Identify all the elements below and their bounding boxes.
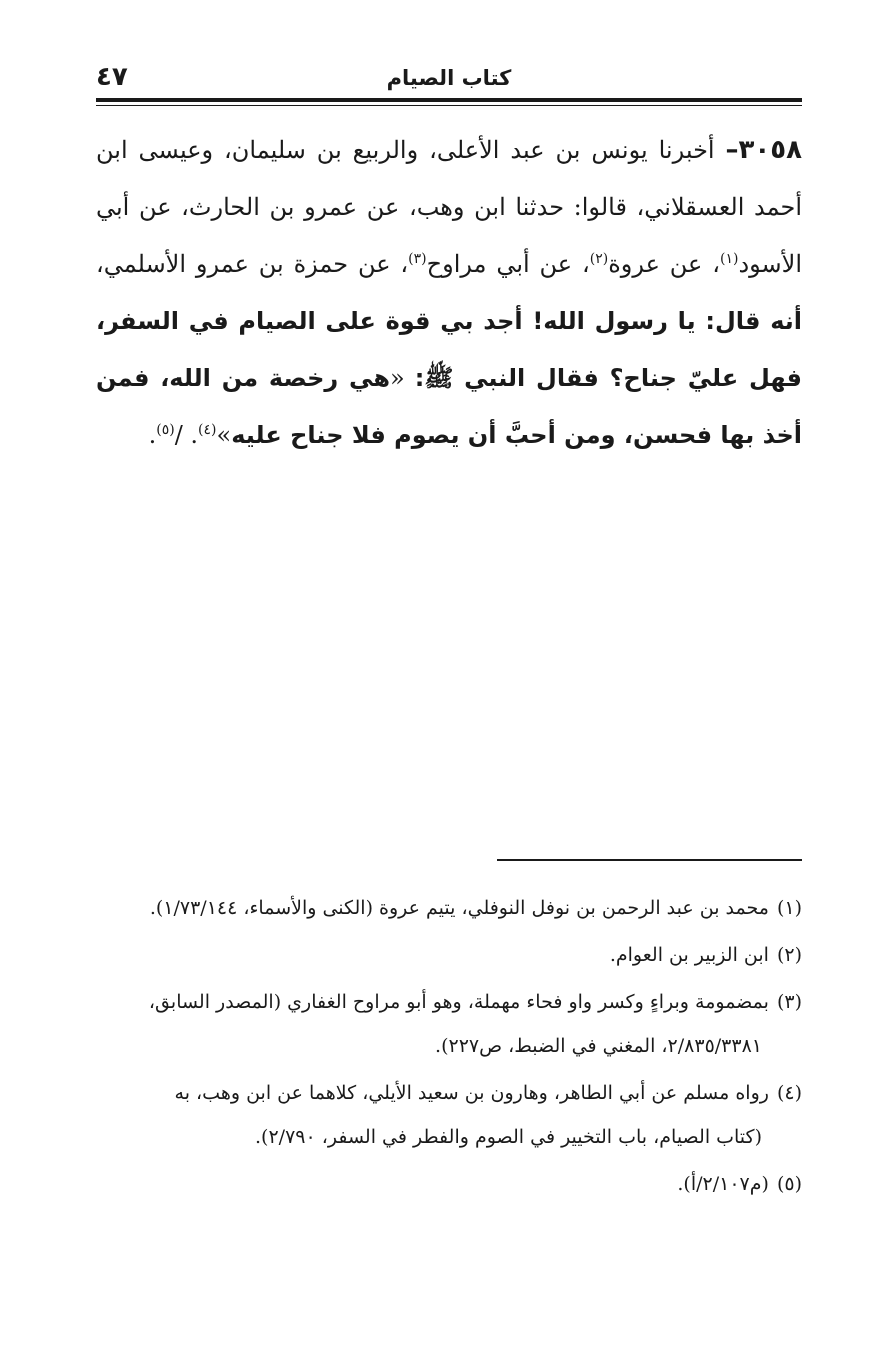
isnad-part-4: ، عن حمزة بن عمرو الأسلمي، (96, 250, 409, 278)
header-rule (96, 98, 802, 102)
footnote-text: (م٢/١٠٧/أ). (677, 1173, 769, 1195)
matn-open-quote: « (389, 364, 405, 392)
page-number: ٤٧ (96, 62, 128, 92)
separator: . / (174, 421, 199, 449)
footnote-ref-5: (٥) (156, 422, 175, 438)
footnote-2 (96, 933, 802, 977)
footnote-number: (١) (776, 897, 802, 919)
footnote-number: (٣) (776, 991, 802, 1013)
matn-part-2: هي رخصة من الله، فمن أخذ بها فحسن، ومن أحبَّ أن يصوم فلا جناح عليه (96, 364, 802, 449)
hadith-number: ٣٠٥٨ (738, 135, 802, 165)
footnote-text: محمد بن عبد الرحمن بن نوفل النوفلي، يتيم عروة (الكنى والأسماء، ١/٧٣/١٤٤). (149, 897, 769, 919)
end-mark: . (148, 421, 157, 449)
footnote-separator (497, 859, 802, 861)
hadith-dash: – (725, 135, 739, 165)
isnad-part-3: ، عن أبي مراوح (426, 250, 590, 278)
footnote-ref-3: (٣) (408, 251, 427, 267)
isnad-part-1: أخبرنا يونس بن عبد الأعلى، والربيع بن سليمان، وعيسى ابن أحمد العسقلاني، قالوا: حدثنا ابن وهب، عن عمرو بن الحارث، عن أبي الأسود (96, 136, 803, 278)
footnote-ref-2: (٢) (589, 251, 609, 267)
footnote-text-continued: (كتاب الصيام، باب التخيير في الصوم والفطر في السفر، ٢/٧٩٠). (255, 1126, 762, 1148)
footnote-4 (96, 1071, 802, 1159)
footnote-text: ابن الزبير بن العوام. (609, 944, 769, 966)
isnad-part-2: ، عن عروة (608, 250, 720, 278)
matn-close-quote: » (216, 421, 232, 449)
footnotes (96, 886, 802, 1209)
footnote-number: (٥) (776, 1173, 802, 1195)
footnote-text-continued: ٢/٨٣٥/٣٣٨١، المغني في الضبط، ص٢٢٧). (435, 1035, 762, 1057)
footnote-text: رواه مسلم عن أبي الطاهر، وهارون بن سعيد الأيلي، كلاهما عن ابن وهب، به (174, 1082, 769, 1104)
footnote-text: بمضمومة وبراءٍ وكسر واو فحاء مهملة، وهو أبو مراوح الغفاري (المصدر السابق، (148, 991, 769, 1013)
footnote-1 (96, 886, 802, 930)
footnote-number: (٤) (776, 1082, 802, 1104)
footnote-number: (٢) (776, 944, 802, 966)
running-title: كتاب الصيام (386, 66, 512, 90)
footnote-ref-4: (٤) (198, 422, 217, 438)
page-header (96, 62, 802, 98)
footnote-3 (96, 980, 802, 1068)
footnote-ref-1: (١) (719, 251, 739, 267)
matn-part-1: أنه قال: يا رسول الله! أجد بي قوة على الصيام في السفر، فهل عليّ جناح؟ فقال النبي ﷺ: (96, 307, 802, 392)
footnote-5 (96, 1162, 802, 1206)
header-rule-thin (96, 105, 802, 106)
hadith-text (96, 122, 802, 464)
